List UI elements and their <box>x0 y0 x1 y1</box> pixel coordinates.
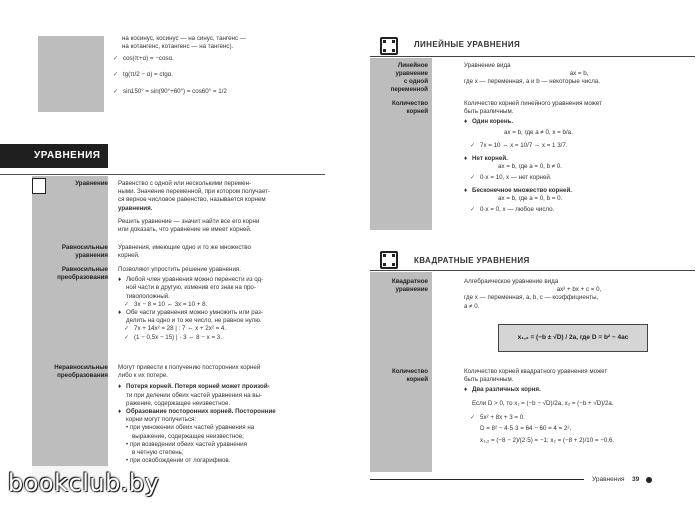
footer-dot <box>646 477 652 483</box>
divider <box>370 56 695 57</box>
diamond-icon: ♦ <box>118 408 122 416</box>
check-icon: ✓ <box>470 174 476 182</box>
diamond-icon: ♦ <box>118 309 122 317</box>
divider <box>370 270 695 271</box>
footer-label: Уравнения <box>592 476 625 483</box>
check-icon: ✓ <box>113 88 119 96</box>
label-equivalent: Равносильные уравнения <box>61 244 108 259</box>
transform-block: Позволяют упростить решение уравнения. ♦ Любой член уравнения можно перенести из од- ной части в другую, изменив его знак на про- тивоположный. ✓ 3x − 8 = 10 ⇔ 3x = 10 + 8. ♦ Обе части уравнения можно умножить или раз- делить на одно и то же число, не равное нулю. ✓ 7x + 14x² = 28 | : 7 ⇔ x + 2x² = 4. ✓ (1 − 0,5x − 15) | · 3 ⇔ 8 − x = 3. <box>118 266 264 341</box>
linear-text: Уравнение вида ax = b, где x — переменная, a и b — некоторые числа. <box>464 62 601 86</box>
check-icon: ✓ <box>470 141 476 149</box>
divider <box>0 174 325 175</box>
diamond-icon: ♦ <box>464 118 468 126</box>
label-linear: Линейное уравнение с одной переменной <box>390 62 428 93</box>
check-icon: ✓ <box>470 206 476 214</box>
check-icon: ✓ <box>470 413 476 421</box>
equivalent-text: Уравнения, имеющие одно и то же множество корней. <box>118 244 251 260</box>
check-icon: ✓ <box>124 300 130 308</box>
check-icon: ✓ <box>124 333 130 341</box>
quad-title: КВАДРАТНЫЕ УРАВНЕНИЯ <box>414 256 530 265</box>
check-icon: ✓ <box>113 71 119 79</box>
check-icon: ✓ <box>124 325 130 333</box>
top-text: на косинус, косинус — на синус, тангенс — на котангенс, котангенс — на тангенс). <box>122 35 246 51</box>
diamond-icon: ♦ <box>464 155 468 163</box>
label-quad-roots: Количество корней <box>391 368 428 383</box>
label-transform: Равносильные преобразования <box>57 266 108 281</box>
footer-rule <box>370 479 584 480</box>
label-roots: Количество корней <box>391 100 428 115</box>
label-quad: Квадратное уравнение <box>391 278 428 293</box>
quad-formula: x₁,₂ = (−b ± √D) / 2a, где D = b² − 4ac <box>498 324 648 352</box>
page-number: 39 <box>632 476 640 483</box>
linear-title: ЛИНЕЙНЫЕ УРАВНЕНИЯ <box>414 40 521 49</box>
label-nonequiv: Неравносильные преобразования <box>54 364 108 379</box>
top-examples: ✓ cos(π+α) = −cosα. ✓ tg(π/2 − α) = ctgα. ✓ sin150° = sin(90°+60°) = cos60° = 1/2 <box>113 55 227 96</box>
diamond-icon: ♦ <box>464 186 468 194</box>
check-icon: ✓ <box>113 55 119 62</box>
label-equation: Уравнение <box>75 180 108 187</box>
quad-roots-block: Количество корней квадратного уравнения может быть различным. ♦ Два различных корня. Если D > 0, то x₁ = (−b − √D)/2a, x₂ = (−b + √D)/2a. ✓ 5x² + 8x + 3 = 0. D = 8² − 4·5·3 = 64 − 60 = 4 = 2², x₁,₂ = (−8 − 2)/(2·5) = −1; x₂ = (−8 + 2)/10 = −0,6. <box>464 368 615 445</box>
right-page <box>370 0 700 514</box>
equation-text: Равенство с одной или несколькими перемен- ными. Значение переменной, при котором получает- ся верное числовое равенство, называется корнем уравнения. <box>118 180 270 212</box>
watermark: bookclub.by <box>8 469 160 497</box>
linear-section-icon <box>380 37 398 55</box>
nonequiv-block: Могут привести к получению посторонних корней либо к их потере. ♦ Потеря корней. Потеря корней может произой- ти при делении обеих частей уравнения на вы- ражение, содержащее неизвестное. ♦ Образование посторонних корней. Посторонние корни могут получиться: • при умножении обеих частей уравнения на выражение, содержащее неизвестное; • при возведении обеих частей уравнения в четную степень; • при освобождении от логарифмов. <box>118 364 276 465</box>
label-column <box>32 176 108 486</box>
quad-section-icon <box>380 251 398 269</box>
gray-block <box>38 36 104 112</box>
section-title: УРАВНЕНИЯ <box>0 144 108 168</box>
diamond-icon: ♦ <box>118 276 122 284</box>
linear-roots-block: Количество корней линейного уравнения может быть различным. ♦ Один корень. ax = b, где a ≠ 0, x = b/a. ✓ 7x = 10 ⇔ x = 10/7 ⇔ x = 1 3/7. ♦ Нет корней. ax = b, где a = 0, b ≠ 0. ✓ 0·x = 10, x — нет корней. ♦ Бесконечное множество корней. ax = b, где a = 0, b = 0. ✓ 0·x = 0, x — любое число. <box>464 100 602 214</box>
quad-text: Алгебраическое уравнение вида ax² + bx + c = 0, где x — переменная, a, b, c — коэффициенты, a ≠ 0. <box>464 278 602 310</box>
diamond-icon: ♦ <box>464 386 468 394</box>
solve-text: Решить уравнение — значит найти все его корни или доказать, что уравнение не имеет корней. <box>118 218 260 234</box>
diamond-icon: ♦ <box>118 383 122 391</box>
left-page <box>0 0 340 514</box>
